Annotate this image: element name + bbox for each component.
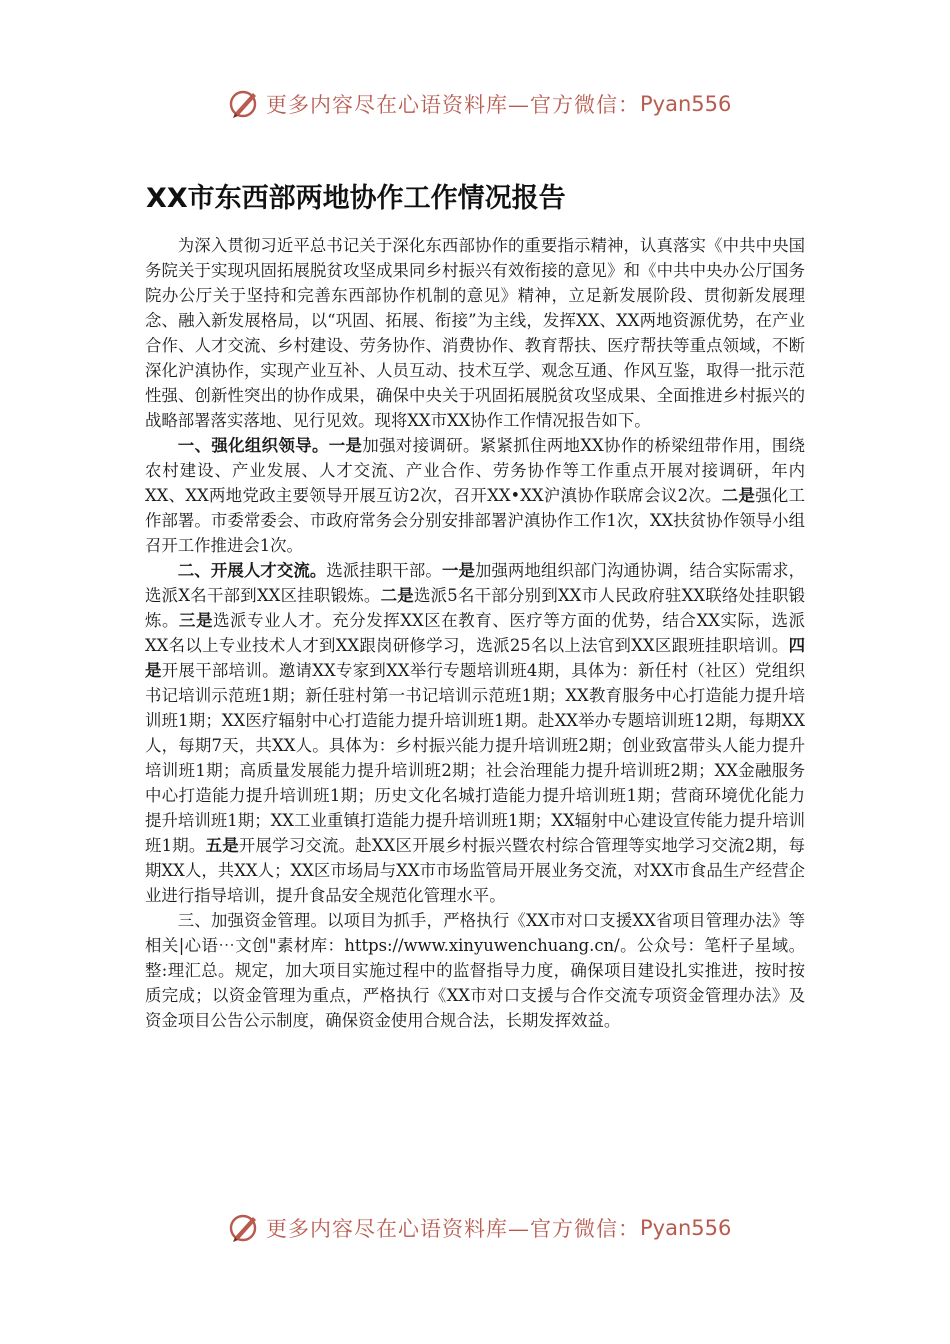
keyword-4: 四是 [145,636,805,680]
keyword-1: 一是 [328,436,363,455]
keyword-1: 一是 [441,561,475,580]
banner-text: 更多内容尽在心语资料库—官方微信： [266,1217,640,1241]
document-body [145,233,805,1033]
section-3-paragraph: 三、加强资金管理。以项目为抓手，严格执行《XX市对口支援XX省项目管理办法》等相关|心语⋯文创"素材库：https://www.xinyuwenchuang.cn/。公众号：笔杆子星域。整:理汇总。规定，加大项目实施过程中的监督指导力度，确保项目建设扎实推进，按时按质完成；以资金管理为重点，严格执行《XX市对口支援与合作交流专项资金管理办法》及资金项目公告公示制度，确保资金使用合规合法，长期发挥效益。 [145,911,805,1030]
section-2-text-0: 选派挂职干部。 [326,561,442,580]
document-title: XX市东西部两地协作工作情况报告 [146,183,566,214]
section-1-text-1: 加强对接调研。紧紧抓住两地XX协作的桥梁纽带作用，围绕农村建设、产业发展、人才交流、产业合作、劳务协作等工作重点开展对接调研，年内XX、XX两地党政主要领导开展互访2次，召开XX•XX沪滇协作联席会议2次。 [145,436,806,505]
intro-paragraph: 为深入贯彻习近平总书记关于深化东西部协作的重要指示精神，认真落实《中共中央国务院关于实现巩固拓展脱贫攻坚成果同乡村振兴有效衔接的意见》和《中共中央办公厅国务院办公厅关于坚持和完善东西部协作机制的意见》精神，立足新发展阶段、贯彻新发展理念、融入新发展格局，以“巩固、拓展、衔接”为主线，发挥XX、XX两地资源优势，在产业合作、人才交流、乡村建设、劳务协作、消费协作、教育帮扶、医疗帮扶等重点领域，不断深化沪滇协作，实现产业互补、人员互动、技术互学、观念互通、作风互鉴，取得一批示范性强、创新性突出的协作成果，确保中央关于巩固拓展脱贫攻坚成果、全面推进乡村振兴的战略部署落实落地、见行见效。现将XX市XX协作工作情况报告如下。 [145,236,805,430]
section-2-text-3: 选派专业人才。充分发挥XX区在教育、医疗等方面的优势，结合XX实际，选派XX名以上专业技术人才到XX跟岗研修学习，选派25名以上法官到XX区跟班挂职培训。 [145,611,806,655]
banner-wechat-id: Pyan556 [640,92,732,116]
section-2-text-1: 加强两地组织部门沟通协调，结合实际需求，选派X名干部到XX区挂职锻炼。 [145,561,806,605]
section-2-text-2: 选派5名干部分别到XX市人民政府驻XX联络处挂职锻炼。 [145,586,806,630]
footer-watermark-banner [226,1208,731,1248]
banner-wechat-id: Pyan556 [640,1216,732,1240]
section-2-paragraph [145,558,805,908]
pen-logo-icon [226,1210,262,1246]
section-1-heading: 一、强化组织领导。 [177,436,329,455]
header-watermark-banner [226,84,731,124]
keyword-2: 二是 [721,486,756,505]
keyword-2: 二是 [380,586,414,605]
section-2-text-4: 开展干部培训。邀请XX专家到XX举行专题培训班4期，具体为：新任村（社区）党组织书记培训示范班1期；新任驻村第一书记培训示范班1期；XX教育服务中心打造能力提升培训班1期；XX医疗辐射中心打造能力提升培训班1期。赴XX举办专题培训班12期，每期XX人，每期7天，共XX人。具体为：乡村振兴能力提升培训班2期；创业致富带头人能力提升培训班1期；高质量发展能力提升培训班2期；社会治理能力提升培训班2期；XX金融服务中心打造能力提升培训班1期；历史文化名城打造能力提升培训班1期；营商环境优化能力提升培训班1期；XX工业重镇打造能力提升培训班1期；XX辐射中心建设宣传能力提升培训班1期。 [145,661,805,855]
section-1-paragraph [145,433,805,558]
section-1-text-2: 强化工作部署。市委常委会、市政府常务会分别安排部署沪滇协作工作1次，XX扶贫协作领导小组召开工作推进会1次。 [145,486,806,555]
keyword-5: 五是 [205,836,239,855]
keyword-3: 三是 [179,611,214,630]
section-2-heading: 二、开展人才交流。 [177,561,327,580]
section-2-text-5: 开展学习交流。赴XX区开展乡村振兴暨农村综合管理等实地学习交流2期，每期XX人，共XX人；XX区市场局与XX市市场监管局开展业务交流，对XX市食品生产经营企业进行指导培训，提升食品安全规范化管理水平。 [145,836,805,905]
pen-logo-icon [226,86,262,122]
banner-text: 更多内容尽在心语资料库—官方微信： [266,93,640,117]
